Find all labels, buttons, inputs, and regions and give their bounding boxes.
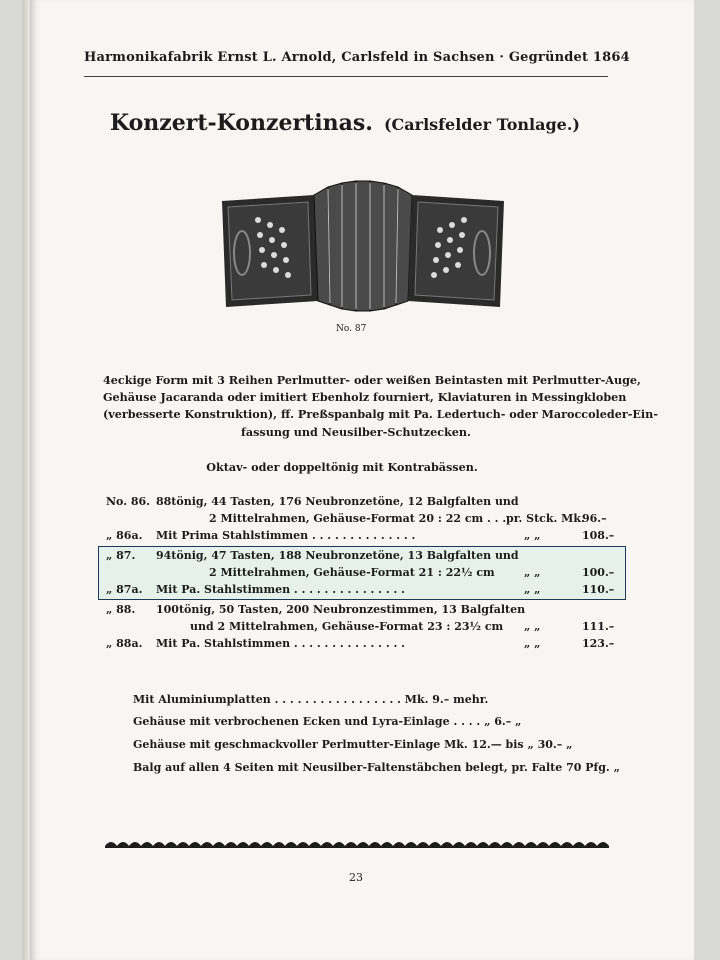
ornamental-divider [105, 840, 609, 850]
price-unit: „ „ [524, 637, 541, 650]
section-subheading: Oktav- oder doppeltönig mit Kontrabässen. [206, 460, 478, 474]
extra-option: Mit Aluminiumplatten . . . . . . . . . . . . . . . . . Mk. 9.– mehr. [133, 693, 489, 706]
page-number: 23 [349, 871, 363, 884]
description-line: Gehäuse Jacaranda oder imitiert Ebenholz fourniert, Klaviaturen in Messingkloben [103, 390, 627, 405]
price-value: 123.– [582, 637, 615, 650]
concertina-illustration [218, 175, 508, 325]
header-rule [84, 76, 608, 77]
model-number: „ 86a. [106, 529, 143, 542]
price-row [106, 602, 616, 618]
description-line: (verbesserte Konstruktion), ff. Preßspanbalg mit Pa. Ledertuch- oder Maroccoleder-Ein- [103, 407, 658, 422]
model-spec: Mit Pa. Stahlstimmen . . . . . . . . . . . . . . . [156, 637, 405, 650]
description-line: fassung und Neusilber-Schutzecken. [241, 424, 471, 439]
catalog-page [30, 0, 694, 960]
price-row [106, 494, 616, 510]
model-spec: Mit Pa. Stahlstimmen . . . . . . . . . . . . . . . [156, 583, 405, 596]
price-value: 96.– [582, 512, 607, 525]
price-row [106, 511, 616, 527]
price-value: 111.– [582, 620, 615, 633]
model-number: „ 87. [106, 549, 136, 562]
title-sub: (Carlsfelder Tonlage.) [383, 115, 580, 134]
model-number: „ 87a. [106, 583, 143, 596]
product-description [103, 372, 658, 441]
price-row [106, 582, 616, 598]
price-row [106, 565, 616, 581]
price-row [106, 636, 616, 652]
price-unit: „ „ [524, 566, 541, 579]
price-value: 108.– [582, 529, 615, 542]
page-edge [22, 0, 30, 960]
model-spec: 2 Mittelrahmen, Gehäuse-Format 21 : 22½ cm [209, 566, 495, 579]
price-unit: pr. Stck. Mk. [506, 512, 585, 525]
model-spec: 94tönig, 47 Tasten, 188 Neubronzetöne, 13 Balgfalten und [156, 549, 519, 562]
description-line: 4eckige Form mit 3 Reihen Perlmutter- oder weißen Beintasten mit Perlmutter-Auge, [103, 373, 641, 387]
price-row [106, 528, 616, 544]
model-spec: und 2 Mittelrahmen, Gehäuse-Format 23 : 23½ cm [190, 620, 504, 633]
illustration-caption: No. 87 [336, 324, 367, 334]
price-value: 100.– [582, 566, 615, 579]
model-number: „ 88. [106, 603, 136, 616]
extra-option: Balg auf allen 4 Seiten mit Neusilber-Faltenstäbchen belegt, pr. Falte 70 Pfg. „ [133, 761, 620, 774]
model-number: „ 88a. [106, 637, 143, 650]
model-spec: Mit Prima Stahlstimmen . . . . . . . . . . . . . . [156, 529, 416, 542]
price-unit: „ „ [524, 583, 541, 596]
model-spec: 2 Mittelrahmen, Gehäuse-Format 20 : 22 cm . . . [209, 512, 507, 525]
extra-option: Gehäuse mit geschmackvoller Perlmutter-Einlage Mk. 12.— bis „ 30.– „ [133, 738, 573, 751]
model-spec: 100tönig, 50 Tasten, 200 Neubronzestimmen, 13 Balgfalten [156, 603, 526, 616]
model-spec: 88tönig, 44 Tasten, 176 Neubronzetöne, 12 Balgfalten und [156, 495, 519, 508]
page-title [100, 110, 590, 136]
price-unit: „ „ [524, 620, 541, 633]
page-header: Harmonikafabrik Ernst L. Arnold, Carlsfeld in Sachsen · Gegründet 1864 [84, 50, 630, 65]
price-row [106, 619, 616, 635]
price-value: 110.– [582, 583, 615, 596]
model-number: No. 86. [106, 495, 150, 508]
price-unit: „ „ [524, 529, 541, 542]
extra-option: Gehäuse mit verbrochenen Ecken und Lyra-Einlage . . . . „ 6.– „ [133, 715, 522, 728]
price-row [106, 548, 616, 564]
title-main: Konzert-Konzertinas. [109, 110, 373, 136]
